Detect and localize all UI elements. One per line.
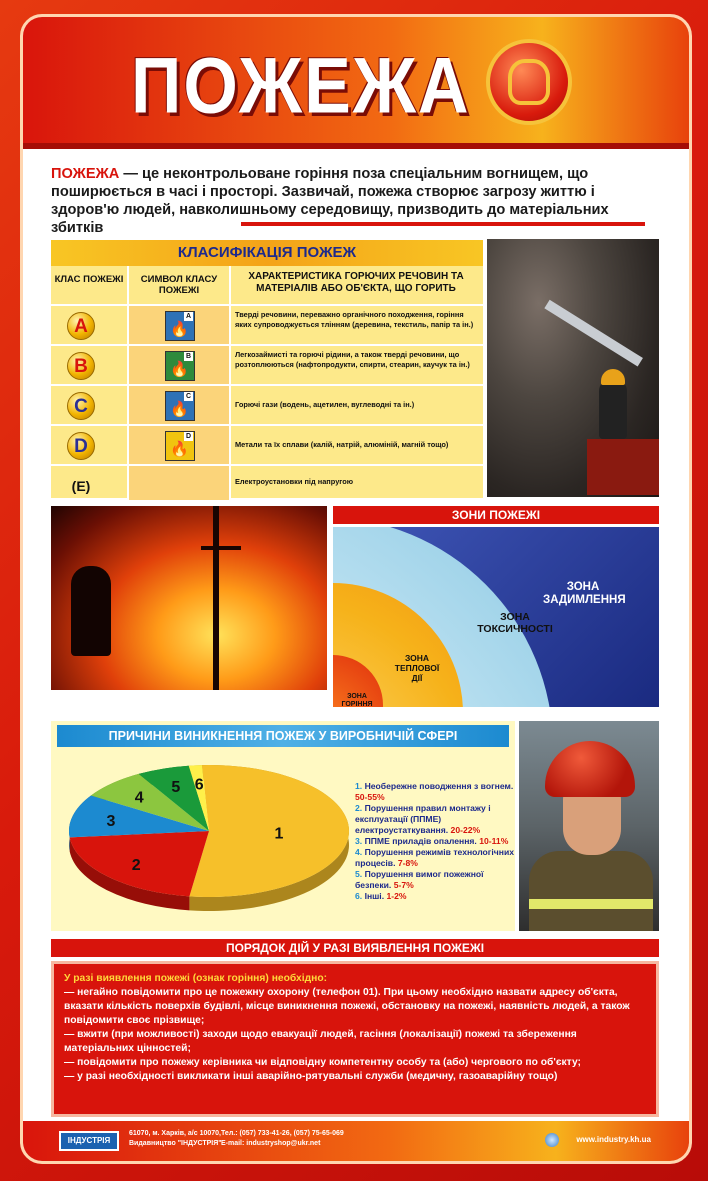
class-description: Горючі гази (водень, ацетилен, вуглеводні та ін.) [235, 400, 415, 409]
pie-label: 6 [194, 776, 204, 794]
legend-item: 3. ППМЕ приладів опалення. 10-11% [355, 836, 509, 846]
class-a-symbol-icon: A 🔥 [165, 311, 195, 341]
zone-burning-label: ЗОНА ГОРІННЯ [341, 693, 373, 707]
zone-heat-label: ЗОНА ТЕПЛОВОЇ ДІЇ [394, 653, 440, 683]
intro-paragraph [51, 165, 663, 237]
legend-item: 1. Необережне поводження з вогнем. 50-55% [355, 781, 514, 802]
pie-label: 2 [131, 856, 141, 874]
class-description: Легкозаймисті та горючі рідини, а також тверді речовини, що розтоплюються (нафтопродукти, спирти, стеарин, каучук та ін.) [235, 350, 470, 369]
class-row-a [51, 304, 483, 344]
class-b-symbol-icon: B 🔥 [165, 351, 195, 381]
footer [23, 1121, 689, 1161]
procedure-lead: У разі виявлення пожежі (ознак горіння) необхідно: [64, 973, 328, 984]
procedure-item: — негайно повідомити про це пожежну охорону (телефон 01). При цьому необхідно назвати адресу об'єкта, вказати кількість поверхів будівлі, місце виникнення пожежі, обстановку на пожежі, наявність людей, а також повідомити своє прізвище; [64, 987, 630, 1026]
pie-label: 5 [171, 779, 181, 797]
fire-service-emblem-icon [486, 39, 572, 125]
legend-item: 6. Інші. 1-2% [355, 891, 407, 901]
classification-table [51, 240, 483, 498]
class-row-e [51, 464, 483, 498]
col-header-class: КЛАС ПОЖЕЖІ [54, 274, 124, 285]
page-title: ПОЖЕЖА [131, 42, 471, 130]
publisher-logo: ІНДУСТРІЯ [59, 1131, 119, 1151]
pie-label: 3 [106, 812, 116, 830]
causes-title: ПРИЧИНИ ВИНИКНЕННЯ ПОЖЕЖ У ВИРОБНИЧІЙ СФЕРІ [57, 725, 509, 747]
procedure-box [51, 961, 659, 1117]
procedure-item: — повідомити про пожежу керівника чи відповідну компетентну особу та (або) чергового по об'єкту; [64, 1057, 581, 1068]
footer-address: 61070, м. Харків, а/с 10070, Видавництво "ІНДУСТРІЯ" [129, 1130, 222, 1147]
class-description: Метали та їх сплави (калій, натрій, алюміній, магній тощо) [235, 440, 449, 449]
causes-section [51, 721, 515, 931]
class-badge: D [67, 432, 95, 460]
causes-legend [355, 781, 515, 902]
causes-pie-chart [59, 757, 359, 927]
procedure-item: — у разі необхідності викликати інші аварійно-рятувальні служби (медичну, газоаварійну тощо) [64, 1071, 558, 1082]
pie-label: 1 [274, 825, 284, 843]
classification-title: КЛАСИФІКАЦІЯ ПОЖЕЖ [51, 240, 483, 266]
class-description: Тверді речовини, переважно органічного походження, горіння яких супроводжується тлінням (деревина, текстиль, папір та ін.) [235, 310, 474, 329]
legend-item: 4. Порушення режимів технологічних процесів. 7-8% [355, 847, 515, 868]
fire-zones-diagram [333, 527, 659, 707]
legend-item: 2. Порушення правил монтажу і експлуатації (ППМЕ) електроустаткування. 20-22% [355, 803, 491, 835]
intro-text: — це неконтрольоване горіння поза спеціальним вогнищем, що поширюється в часі і просторі. Зазвичай, пожежа створює загрозу життю і здоров'ю людей, навколишньому середовищу, призводить до матеріальних збитків [51, 166, 609, 236]
pie-label: 4 [134, 789, 144, 807]
class-badge: A [67, 312, 95, 340]
burning-building-photo [51, 506, 327, 690]
footer-website-link[interactable]: www.industry.kh.ua [576, 1135, 651, 1144]
procedure-item: — вжити (при можливості) заходи щодо евакуації людей, гасіння (локалізації) пожежі та збереження матеріальних цінностей; [64, 1029, 577, 1054]
zones-title: ЗОНИ ПОЖЕЖІ [333, 506, 659, 524]
class-badge: (E) [71, 478, 91, 494]
class-row-b [51, 344, 483, 384]
globe-icon [545, 1133, 559, 1147]
class-row-c [51, 384, 483, 424]
class-c-symbol-icon: C 🔥 [165, 391, 195, 421]
col-header-description: ХАРАКТЕРИСТИКА ГОРЮЧИХ РЕЧОВИН ТА МАТЕРІАЛІВ АБО ОБ'ЄКТА, ЩО ГОРИТЬ [248, 271, 464, 294]
header-banner [23, 17, 689, 149]
class-badge: B [67, 352, 95, 380]
firefighter-ladder-photo [487, 239, 659, 497]
class-d-symbol-icon: D 🔥 [165, 431, 195, 461]
class-badge: C [67, 392, 95, 420]
procedure-title: ПОРЯДОК ДІЙ У РАЗІ ВИЯВЛЕННЯ ПОЖЕЖІ [51, 939, 659, 957]
class-description: Електроустановки під напругою [235, 477, 354, 486]
intro-underline [241, 222, 645, 226]
col-header-symbol: СИМВОЛ КЛАСУ ПОЖЕЖІ [140, 274, 218, 296]
zone-smoke-label: ЗОНА ЗАДИМЛЕННЯ [543, 581, 626, 606]
class-row-d [51, 424, 483, 464]
poster-panel [20, 14, 692, 1164]
zone-toxicity-label: ЗОНА ТОКСИЧНОСТІ [477, 611, 553, 635]
footer-contacts: Тел.: (057) 733-41-26, (057) 75-65-069 E-mail: industryshop@ukr.net [221, 1130, 344, 1147]
legend-item: 5. Порушення вимог пожежної безпеки. 5-7% [355, 869, 484, 890]
firefighter-portrait-photo [519, 721, 659, 931]
intro-keyword: ПОЖЕЖА [51, 166, 120, 182]
